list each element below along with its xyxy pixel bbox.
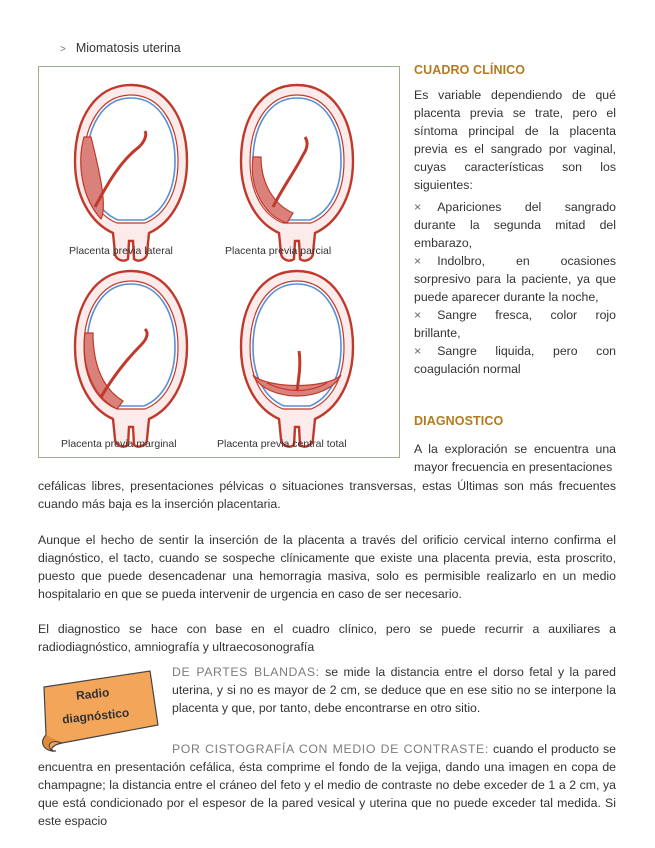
- partes-blandas-label: DE PARTES BLANDAS:: [172, 665, 320, 679]
- bullet-x: ×: [414, 308, 422, 322]
- cuadro-intro: Es variable dependiendo de qué placenta previa se trate, pero el síntoma principal de la placenta previa es el sangrado por vaginal, cuyas características son los siguientes:: [414, 88, 616, 192]
- bullet-x: ×: [414, 200, 422, 214]
- symptom-list: [414, 198, 616, 378]
- caption-lateral: Placenta previa lateral: [69, 245, 173, 257]
- bullet-x: ×: [414, 344, 422, 358]
- uterus-parcial: [241, 85, 353, 261]
- bullet-marker: >: [60, 44, 66, 55]
- caption-central: Placenta previa central total: [217, 438, 347, 450]
- bullet-x: ×: [414, 254, 422, 268]
- top-bullet-text: Miomatosis uterina: [75, 41, 181, 55]
- partes-blandas-paragraph: DE PARTES BLANDAS: se mide la distancia entre el dorso fetal y la pared uterina, y si no es mayor de 2 cm, se deduce que en ese sitio no se interpone la placenta y que, por tanto, debe encontrarse en otro sitio.: [172, 665, 616, 715]
- symptom-item: × Sangre liquida, pero con coagulación normal: [414, 344, 616, 376]
- uterus-lateral: [75, 85, 187, 261]
- diagnostico-p2: Aunque el hecho de sentir la inserción de la placenta a través del orificio cervical interno confirma el diagnóstico, el tacto, cuando se sospeche clínicamente que existe una placenta previa, esta proscrito, puesto que puede desencadenar una hemorragia masiva, solo es permisible realizarlo en un medio hospitalario en que se pueda intervenir de urgencia en caso de ser necesario.: [38, 533, 616, 601]
- cuadro-clinico-section: [414, 86, 616, 378]
- symptom-item: × Sangre fresca, color rojo brillante,: [414, 308, 616, 340]
- cuadro-clinico-heading: CUADRO CLÍNICO: [414, 63, 526, 77]
- tag-line-2: diagnóstico: [61, 705, 130, 727]
- placenta-illustrations: [39, 67, 398, 456]
- symptom-item: × Indolbro, en ocasiones sorpresivo para la paciente, ya que puede aparecer durante la noche,: [414, 254, 616, 304]
- diagnostico-p1-start: A la exploración se encuentra una mayor frecuencia en presentaciones: [414, 442, 616, 474]
- tag-line-1: Radio: [75, 685, 110, 703]
- diagnostico-p1-cont: cefálicas libres, presentaciones pélvicas o situaciones transversas, estas Últimas son más frecuentes cuando más baja es la inserción placentaria.: [38, 479, 616, 511]
- cistografia-paragraph: POR CISTOGRAFÍA CON MEDIO DE CONTRASTE: cuando el producto se encuentra en presentación cefálica, ésta comprime el fondo de la vejiga, dando una imagen en copa de champagne; la distancia entre el cráneo del feto y el medio de contraste no debe exceder de 1 a 2 cm, ya que está condicionado por el espesor de la pared vesical y uterina que no puede exceder tal medida. Si este espacio: [38, 742, 616, 828]
- diagnostico-heading: DIAGNOSTICO: [414, 414, 504, 428]
- uterus-central: [241, 271, 353, 447]
- caption-marginal: Placenta previa marginal: [61, 438, 177, 450]
- diagnostico-p3: El diagnostico se hace con base en el cuadro clínico, pero se puede recurrir a auxiliares a radiodiagnóstico, amniografía y ultraecosonografía: [38, 622, 616, 654]
- top-bullet: [60, 41, 181, 55]
- caption-parcial: Placenta previa parcial: [225, 245, 332, 257]
- cistografia-label: POR CISTOGRAFÍA CON MEDIO DE CONTRASTE:: [172, 742, 489, 756]
- uterus-marginal: [75, 271, 187, 447]
- placenta-previa-figure: [38, 66, 400, 458]
- symptom-item: × Apariciones del sangrado durante la segunda mitad del embarazo,: [414, 200, 616, 250]
